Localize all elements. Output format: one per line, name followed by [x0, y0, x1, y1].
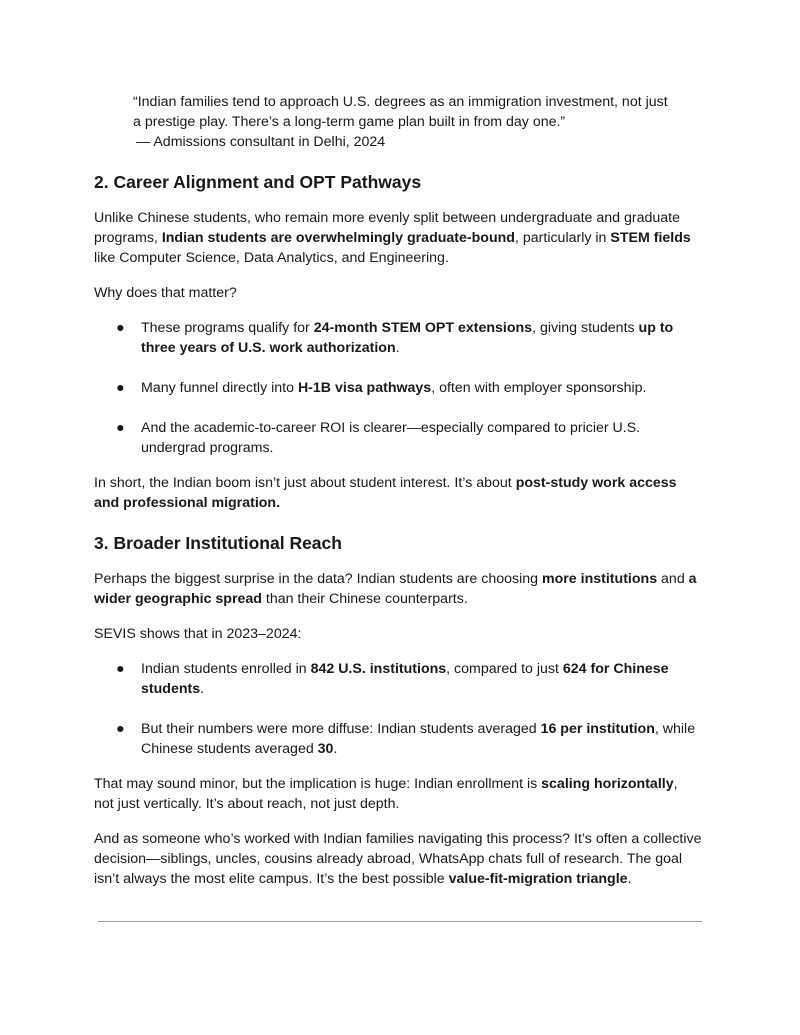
quote-line-1: “Indian families tend to approach U.S. degrees as an immigration investment, not just [133, 94, 668, 110]
bold-run: value-fit-migration triangle [448, 871, 628, 887]
section-2-bullet-list [94, 318, 706, 458]
quote-attribution: — Admissions consultant in Delhi, 2024 [136, 134, 386, 150]
section-3-bullet-list [94, 659, 706, 759]
bold-run: a wider geographic spread [94, 571, 697, 607]
text-run: like Computer Science, Data Analytics, and Engineering. [94, 250, 449, 266]
bold-run: 16 per institution [540, 721, 655, 737]
text-run: than their Chinese counterparts. [261, 591, 468, 607]
text-run: . [395, 340, 400, 356]
section-3-heading: 3. Broader Institutional Reach [94, 533, 342, 553]
list-item [94, 719, 706, 759]
text-run: . [627, 871, 632, 887]
bullet-icon: ● [116, 721, 125, 737]
text-run: , giving students [532, 320, 639, 336]
section-3-paragraph-1 [94, 569, 706, 609]
section-3-paragraph-3 [94, 774, 706, 814]
list-item [94, 659, 706, 699]
text-run: , [673, 776, 678, 792]
bullet-icon: ● [116, 420, 125, 436]
bold-run: 24-month STEM OPT extensions [313, 320, 533, 336]
text-run: Many funnel directly into [141, 380, 298, 396]
bullet-icon: ● [116, 380, 125, 396]
bullet-icon: ● [116, 320, 125, 336]
blockquote [133, 92, 693, 152]
text-run: , particularly in [514, 230, 611, 246]
section-2-paragraph-3 [94, 473, 706, 513]
bold-run: scaling horizontally [541, 776, 674, 792]
section-2-heading: 2. Career Alignment and OPT Pathways [94, 172, 422, 192]
horizontal-divider [98, 921, 702, 922]
text-run: , while Chinese students averaged [141, 721, 696, 757]
section-3-paragraph-4 [94, 829, 706, 889]
text-run: Perhaps the biggest surprise in the data? Indian students are choosing [94, 571, 542, 587]
section-2-paragraph-2: Why does that matter? [94, 285, 237, 301]
section-3-paragraph-2: SEVIS shows that in 2023–2024: [94, 626, 302, 642]
list-item [94, 418, 706, 458]
text-run: These programs qualify for [141, 320, 314, 336]
bold-run: 842 U.S. institutions [310, 661, 447, 677]
bullet-icon: ● [116, 661, 125, 677]
bold-run: H-1B visa pathways [297, 380, 432, 396]
text-run: and [657, 571, 689, 587]
bold-run: STEM fields [610, 230, 691, 246]
text-run: But their numbers were more diffuse: Indian students averaged [141, 721, 541, 737]
bold-run: and professional migration. [94, 495, 281, 511]
bold-run: more institutions [542, 571, 658, 587]
text-run: In short, the Indian boom isn’t just about student interest. It’s about [94, 475, 516, 491]
text-run: , often with employer sponsorship. [431, 380, 647, 396]
text-run: That may sound minor, but the implication is huge: Indian enrollment is [94, 776, 542, 792]
text-run: . [200, 681, 205, 697]
bold-run: 624 for Chinese students [141, 661, 669, 697]
text-run: . [333, 741, 338, 757]
bold-run: 30 [317, 741, 334, 757]
list-item [94, 378, 706, 398]
text-run: , compared to just [446, 661, 563, 677]
text-run: Indian students enrolled in [141, 661, 311, 677]
bold-run: up to three years of U.S. work authorization [141, 320, 674, 356]
text-run: not just vertically. It’s about reach, not just depth. [94, 796, 400, 812]
text-run: And as someone who’s worked with Indian families navigating this process? It’s often a collective decision—siblings, uncles, cousins already abroad, WhatsApp chats full of research. The goal isn’t always the most elite campus. It’s the best possible [94, 831, 702, 887]
list-item [94, 318, 706, 358]
article-body [94, 170, 706, 904]
bold-run: post-study work access [515, 475, 677, 491]
section-2-paragraph-1 [94, 208, 706, 268]
text-run: And the academic-to-career ROI is clearer—especially compared to pricier U.S. undergrad programs. [141, 420, 641, 456]
quote-line-2: a prestige play. There’s a long-term game plan built in from day one.” [133, 114, 566, 130]
text-run: Unlike Chinese students, who remain more evenly split between undergraduate and graduate programs, [94, 210, 680, 246]
bold-run: Indian students are overwhelmingly graduate-bound [161, 230, 515, 246]
